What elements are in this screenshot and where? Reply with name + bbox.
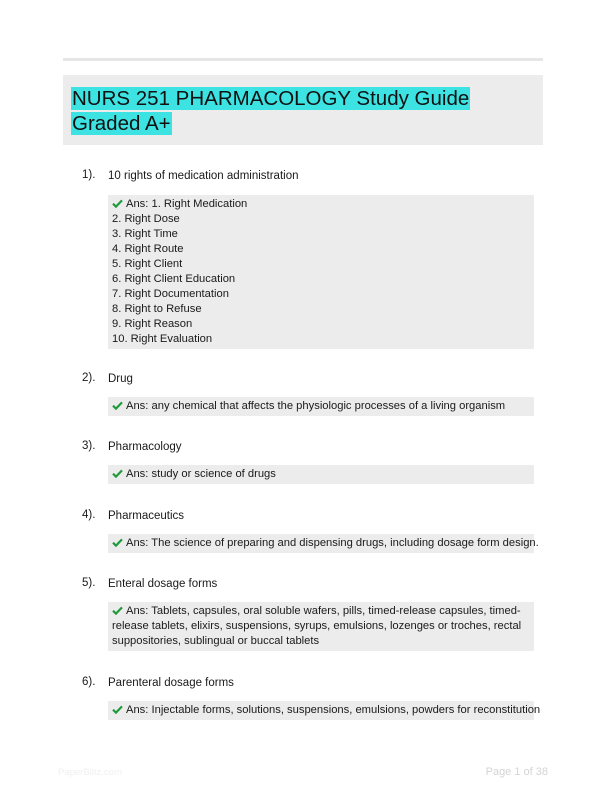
answer-box — [108, 534, 539, 553]
answer-box — [108, 602, 534, 651]
question-number: 3). — [82, 440, 96, 452]
question-number: 1). — [82, 169, 96, 181]
page-title — [71, 86, 471, 136]
answer-line: 4. Right Route — [112, 243, 184, 255]
checkmark-icon — [112, 199, 123, 208]
question-text: Pharmaceutics — [108, 510, 185, 522]
answer-box — [108, 701, 541, 720]
question-text: Pharmacology — [108, 441, 182, 453]
question-text: Drug — [108, 373, 133, 385]
answer-line: 6. Right Client Education — [112, 273, 236, 285]
question-text: 10 rights of medication administration — [108, 170, 299, 182]
checkmark-icon — [112, 606, 123, 615]
answer-line: 3. Right Time — [112, 228, 178, 240]
checkmark-icon — [112, 401, 123, 410]
answer-line: 7. Right Documentation — [112, 288, 229, 300]
answer-line: Ans: study or science of drugs — [112, 467, 530, 482]
answer-line: Ans: Injectable forms, solutions, suspensions, emulsions, powders for reconstitution — [112, 703, 530, 718]
question-number: 6). — [82, 676, 96, 688]
top-divider — [63, 58, 543, 61]
answer-line: 8. Right to Refuse — [112, 303, 202, 315]
answer-line: Ans: 1. Right Medication — [112, 197, 530, 212]
answer-line: suppositories, sublingual or buccal tablets — [112, 635, 320, 647]
answer-line: Ans: The science of preparing and dispensing drugs, including dosage form design. — [112, 536, 530, 551]
answer-line: Ans: Tablets, capsules, oral soluble wafers, pills, timed-release capsules, timed- — [112, 604, 530, 619]
checkmark-icon — [112, 469, 123, 478]
answer-box — [108, 465, 534, 484]
question-number: 4). — [82, 509, 96, 521]
question-number: 5). — [82, 577, 96, 589]
answer-line: Ans: any chemical that affects the physiologic processes of a living organism — [112, 399, 530, 414]
footer-page-number: Page 1 of 38 — [485, 766, 548, 778]
question-text: Enteral dosage forms — [108, 578, 218, 590]
title-line-1: NURS 251 PHARMACOLOGY Study Guide — [72, 87, 470, 110]
answer-line: release tablets, elixirs, suspensions, syrups, emulsions, lozenges or troches, rectal — [112, 620, 522, 632]
answer-line: 9. Right Reason — [112, 318, 193, 330]
title-line-2: Graded A+ — [72, 112, 171, 135]
footer-site: PaperBlitz.com — [58, 767, 122, 778]
question-text: Parenteral dosage forms — [108, 677, 234, 689]
checkmark-icon — [112, 705, 123, 714]
answer-box — [108, 397, 534, 416]
answer-line: 2. Right Dose — [112, 213, 180, 225]
question-number: 2). — [82, 372, 96, 384]
answer-line: 5. Right Client — [112, 258, 183, 270]
answer-line: 10. Right Evaluation — [112, 333, 213, 345]
answer-box — [108, 195, 534, 349]
checkmark-icon — [112, 538, 123, 547]
